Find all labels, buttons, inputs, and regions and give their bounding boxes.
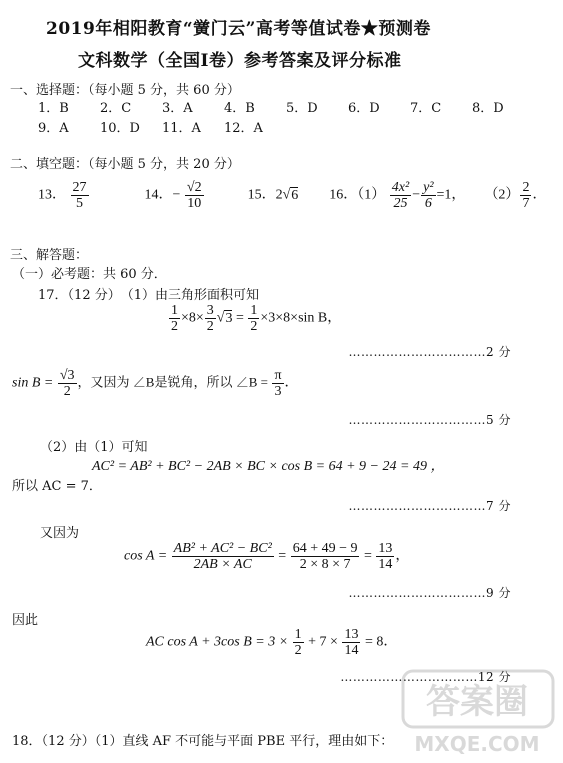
mc-answers-row-1 [38, 97, 504, 116]
page-subtitle: 文科数学（全国Ⅰ卷）参考答案及评分标准 [78, 51, 402, 71]
score-marker: ……………………………9 分 [348, 586, 511, 600]
q18-intro: 18．（12 分）（1）直线 AF 不可能与平面 PBE 平行，理由如下： [12, 734, 394, 749]
q17-final-equation: AC cos A + 3cos B = 3 × $\frac{1}{2}$ + 7 × $\frac{13}{14}$ = 8． [146, 627, 398, 658]
mc-answer: 5．D [286, 101, 318, 116]
q17-also: 又因为 [40, 526, 80, 541]
mc-answer: 1．B [38, 101, 69, 116]
mc-answer: 3．A [162, 101, 193, 116]
q17-intro: 17．（12 分） （1）由三角形面积可知 [38, 288, 259, 303]
mc-answer: 2．C [100, 101, 132, 116]
q17-cosA-equation: cos A = $\frac{\text{AB² + AC² − BC²}}{2AB \times AC}$ = $\frac{64 + 49 - 9}{2 \times 8 \times 7}$ = $\frac{13}{14}$ ， [124, 541, 410, 572]
mc-answer: 8．D [472, 101, 504, 116]
svg-text:答案圈: 答案圈 [426, 682, 528, 722]
fill-in-answers: 13． $\frac{27}{5}$ 14．− $\frac{√2}{10}$ 15．2√6 16．（1） $\frac{\text{4x²}}{25}$ − $\frac{\text{y²}}{6}$ =1， （2） $\frac{2}{7}$ ． [38, 180, 547, 211]
score-marker: ……………………………12 分 [340, 670, 511, 684]
section-solutions-heading: 三、解答题： [10, 248, 89, 263]
q17-sinB-line: sin B = $\frac{√3}{2}$ ，又因为 ∠B是锐角，所以 ∠B = $\frac{\pi}{3}$ ． [12, 368, 299, 399]
q17-thus: 因此 [12, 613, 39, 628]
fraction: $\frac{\text{y²}}{6}$ [423, 180, 434, 211]
svg-text:MXQE.COM: MXQE.COM [414, 732, 540, 756]
q17-area-equation: $\frac{1}{2}$ ×8× $\frac{3}{2}$ √3 = $\frac{1}{2}$ ×3×8×sin B， [171, 303, 342, 334]
section-fill-in-heading: 二、填空题：（每小题 5 分，共 20 分） [10, 157, 240, 172]
q17-cosine-law: AC² = AB² + BC² − 2AB × BC × cos B = 64 + 9 − 24 = 49 ， [92, 459, 445, 474]
mc-answers-row-2 [38, 117, 263, 136]
fraction: $\frac{27}{5}$ [72, 180, 87, 211]
fraction: $\frac{2}{7}$ [522, 180, 530, 211]
score-marker: ……………………………5 分 [348, 413, 511, 427]
page-title: 2019年相阳教育“黉门云”高考等值试卷★预测卷 [46, 19, 431, 39]
fraction: $\frac{\text{4x²}}{25}$ [391, 180, 410, 211]
mc-answer: 12．A [224, 121, 263, 136]
mc-answer: 4．B [224, 101, 255, 116]
mc-answer: 11．A [162, 121, 201, 136]
q17-part2-intro: （2）由（1）可知 [40, 440, 148, 455]
q17-ac-result: 所以 AC = 7． [12, 479, 102, 494]
mc-answer: 10．D [100, 121, 140, 136]
required-questions-note: （一）必考题：共 60 分． [12, 267, 167, 282]
score-marker: ……………………………2 分 [348, 345, 511, 359]
fraction: $\frac{√2}{10}$ [186, 180, 202, 211]
section-multiple-choice-heading: 一、选择题：（每小题 5 分，共 60 分） [10, 83, 240, 98]
mc-answer: 7．C [410, 101, 442, 116]
mc-answer: 6．D [348, 101, 380, 116]
mc-answer: 9．A [38, 121, 69, 136]
score-marker: ……………………………7 分 [348, 499, 511, 513]
watermark-logo [397, 667, 557, 761]
